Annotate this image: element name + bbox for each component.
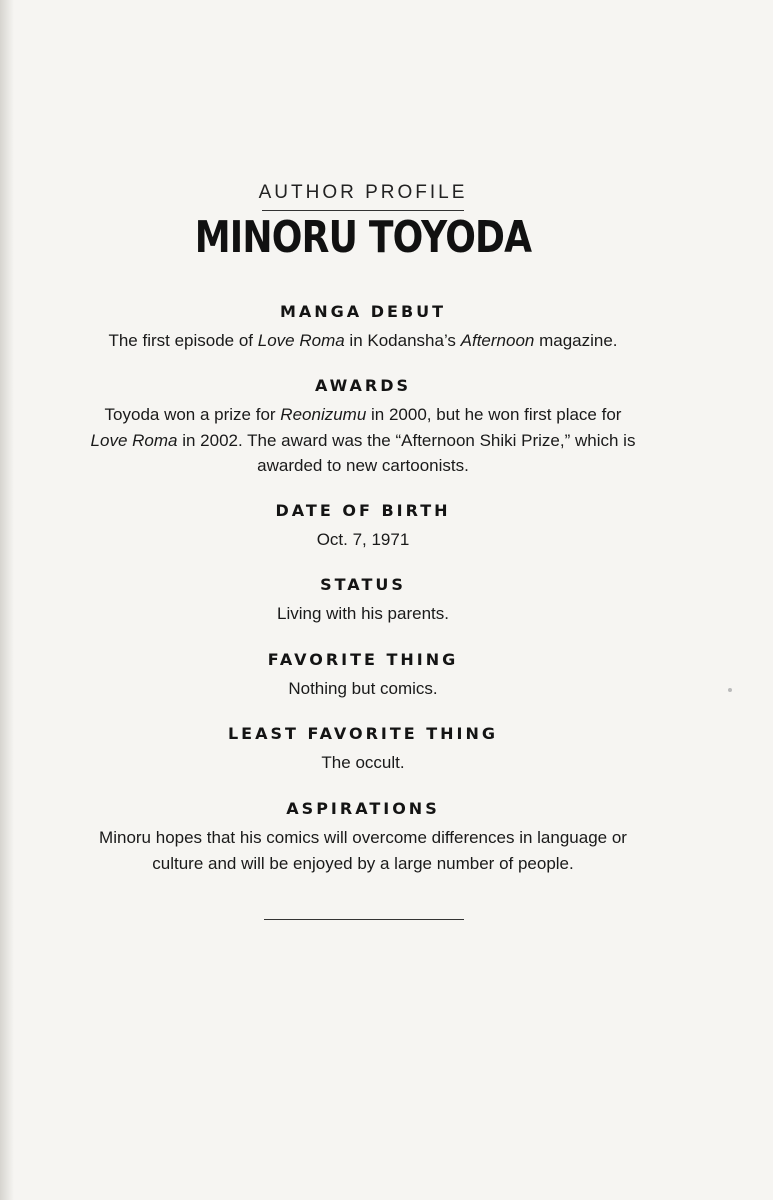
- section-body: Living with his parents.: [277, 604, 449, 623]
- page-kicker: AUTHOR PROFILE: [258, 182, 468, 203]
- body-text: awarded to new cartoonists.: [257, 456, 469, 475]
- title-italic: Afternoon: [460, 331, 535, 350]
- title-italic: Love Roma: [90, 430, 178, 450]
- title-italic: Reonizumu: [280, 405, 367, 424]
- body-text: Toyoda won a prize for: [104, 405, 281, 424]
- body-text: in Kodansha’s: [344, 331, 461, 350]
- section-heading: STATUS: [320, 575, 406, 594]
- body-text: in 2002. The award was the “Afternoon Shiki Prize,” which is: [177, 430, 636, 450]
- section-date-of-birth: [0, 501, 726, 553]
- body-text: culture and will be enjoyed by a large number of people.: [152, 853, 574, 873]
- section-body: Nothing but comics.: [288, 679, 438, 698]
- section-heading: AWARDS: [314, 376, 412, 395]
- body-text: in 2000, but he won first place for: [366, 405, 622, 424]
- closing-rule: [264, 919, 464, 920]
- section-least-favorite-thing: [0, 724, 726, 776]
- section-heading: LEAST FAVORITE THING: [227, 724, 499, 743]
- section-body: [0, 328, 726, 354]
- section-heading: FAVORITE THING: [267, 650, 459, 669]
- body-text: The first episode of: [108, 331, 258, 350]
- section-awards: [0, 376, 726, 479]
- page-title: MINORU TOYODA: [194, 212, 532, 263]
- body-text: magazine.: [534, 331, 618, 350]
- section-favorite-thing: [0, 650, 726, 702]
- section-heading: DATE OF BIRTH: [275, 501, 451, 520]
- section-body: The occult.: [321, 753, 405, 772]
- body-text: Minoru hopes that his comics will overcome differences in language or: [99, 828, 627, 847]
- kicker-underline: [262, 210, 464, 211]
- section-manga-debut: [0, 302, 726, 354]
- title-italic: Love Roma: [257, 331, 345, 350]
- section-heading: MANGA DEBUT: [279, 302, 447, 321]
- section-body: [0, 402, 726, 479]
- paper-speck: [728, 688, 732, 692]
- section-aspirations: [0, 799, 726, 876]
- section-heading: ASPIRATIONS: [286, 799, 440, 818]
- section-status: [0, 575, 726, 627]
- section-body: [0, 825, 726, 876]
- section-body: Oct. 7, 1971: [316, 530, 410, 549]
